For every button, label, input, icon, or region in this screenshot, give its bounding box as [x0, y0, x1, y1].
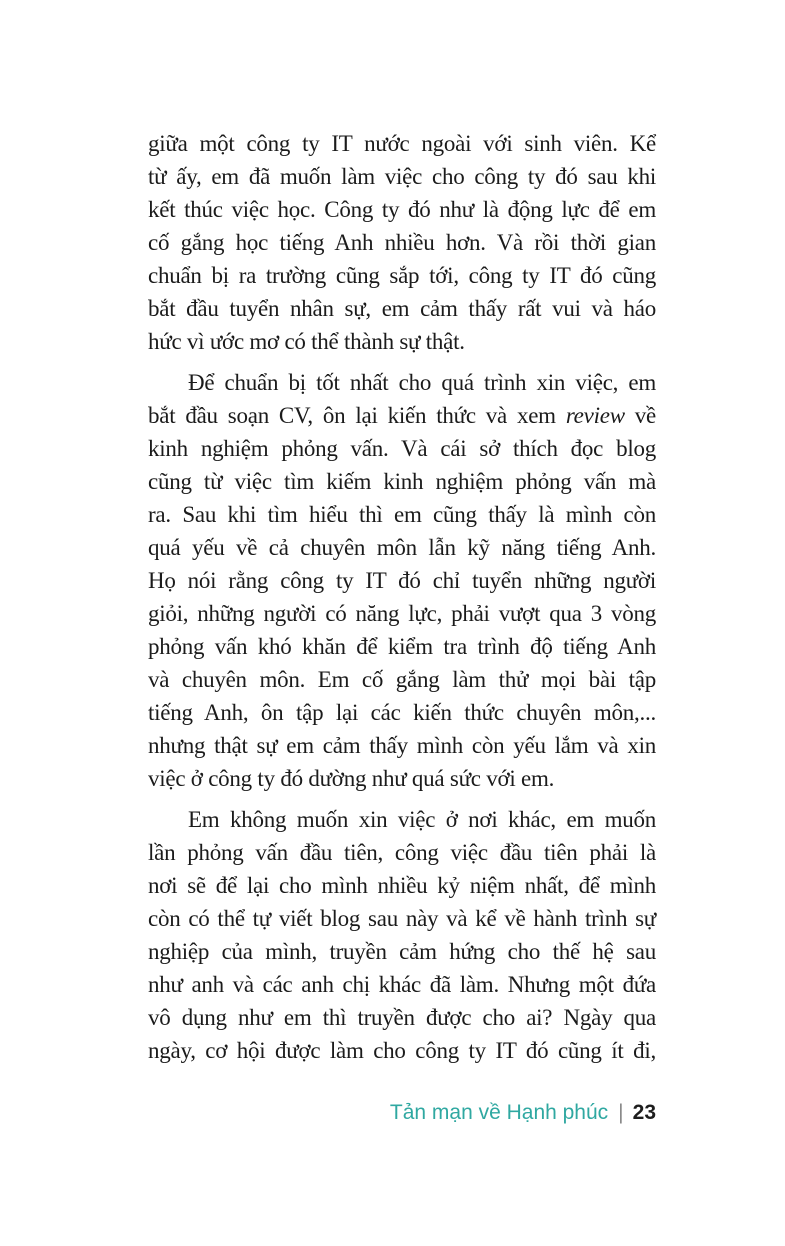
- text-line: còn có thể tự viết blog sau này và kể về hành trình sự: [148, 906, 656, 931]
- text-line: kinh nghiệm phỏng vấn. Và cái sở thích đọc blog: [148, 436, 656, 461]
- text-line: chuẩn bị ra trường cũng sắp tới, công ty IT đó cũng: [148, 263, 656, 288]
- text-line: việc ở công ty đó dường như quá sức với em.: [148, 766, 555, 791]
- text-line: cũng từ việc tìm kiếm kinh nghiệm phỏng vấn mà: [148, 469, 656, 494]
- text-line: Để chuẩn bị tốt nhất cho quá trình xin việc, em: [188, 370, 656, 395]
- footer-page-number: 23: [632, 1101, 656, 1124]
- italic-text-segment: review: [565, 403, 625, 428]
- text-line: giữa một công ty IT nước ngoài với sinh viên. Kể: [148, 131, 656, 156]
- text-line: tiếng Anh, ôn tập lại các kiến thức chuyên môn,...: [148, 700, 656, 725]
- text-line: cố gắng học tiếng Anh nhiều hơn. Và rồi thời gian: [148, 230, 656, 255]
- text-line: ra. Sau khi tìm hiểu thì em cũng thấy là mình còn: [148, 502, 656, 527]
- paragraph: [148, 127, 656, 358]
- text-line: như anh và các anh chị khác đã làm. Nhưng một đứa: [148, 972, 656, 997]
- text-line: từ ấy, em đã muốn làm việc cho công ty đó sau khi: [148, 164, 656, 189]
- text-line: bắt đầu tuyển nhân sự, em cảm thấy rất vui và háo: [148, 296, 656, 321]
- text-line: nghiệp của mình, truyền cảm hứng cho thế hệ sau: [148, 939, 656, 964]
- text-line: Em không muốn xin việc ở nơi khác, em muốn: [188, 807, 656, 832]
- text-line: [148, 399, 656, 432]
- text-line: Họ nói rằng công ty IT đó chỉ tuyển những người: [148, 568, 656, 593]
- text-line: và chuyên môn. Em cố gắng làm thử mọi bài tập: [148, 667, 656, 692]
- text-line: nơi sẽ để lại cho mình nhiều kỷ niệm nhất, để mình: [148, 873, 656, 898]
- footer-book-title: Tản mạn về Hạnh phúc: [389, 1101, 609, 1124]
- text-line: vô dụng như em thì truyền được cho ai? Ngày qua: [148, 1005, 656, 1030]
- footer-separator: |: [618, 1101, 624, 1124]
- text-line: hức vì ước mơ có thể thành sự thật.: [148, 329, 465, 354]
- text-line: phỏng vấn khó khăn để kiểm tra trình độ tiếng Anh: [148, 634, 656, 659]
- text-line: giỏi, những người có năng lực, phải vượt qua 3 vòng: [148, 601, 656, 626]
- page-footer: [390, 1100, 656, 1126]
- body-text-block: [148, 127, 656, 1067]
- text-line: quá yếu về cả chuyên môn lẫn kỹ năng tiếng Anh.: [148, 535, 656, 560]
- paragraph: [148, 366, 656, 795]
- paragraph: [148, 803, 656, 1067]
- text-line: kết thúc việc học. Công ty đó như là động lực để em: [148, 197, 656, 222]
- text-line: nhưng thật sự em cảm thấy mình còn yếu lắm và xin: [148, 733, 656, 758]
- text-segment: về: [634, 403, 657, 428]
- text-line: ngày, cơ hội được làm cho công ty IT đó cũng ít đi,: [148, 1038, 656, 1063]
- text-segment: bắt đầu soạn CV, ôn lại kiến thức và xem: [148, 403, 556, 428]
- text-line: lần phỏng vấn đầu tiên, công việc đầu tiên phải là: [148, 840, 656, 865]
